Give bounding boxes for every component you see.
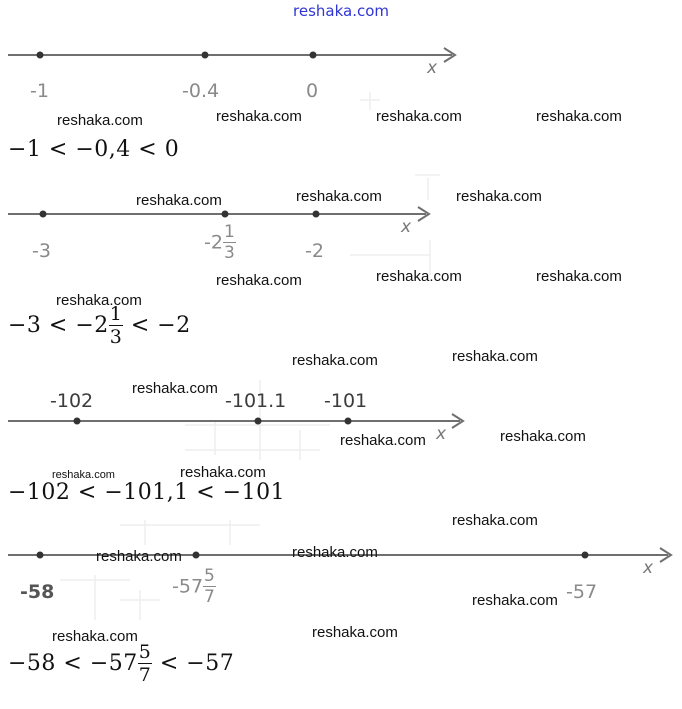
- point-minus-57: [582, 552, 589, 559]
- axis-label-x-1: x: [427, 58, 438, 78]
- watermark: reshaka.com: [136, 192, 222, 209]
- point-minus-2-1-3: [222, 211, 229, 218]
- point-minus-3: [40, 211, 47, 218]
- inequality-4: [8, 643, 234, 685]
- axis-label-x-3: x: [436, 424, 447, 444]
- watermark: reshaka.com: [132, 380, 218, 397]
- watermark: reshaka.com: [96, 548, 182, 565]
- inequality-right: < −2: [130, 313, 191, 338]
- number-line-3: [8, 414, 463, 428]
- fraction-numerator: 1: [223, 222, 235, 242]
- site-title[interactable]: reshaka.com: [293, 2, 389, 20]
- tick-label: -1: [30, 80, 49, 102]
- watermark: reshaka.com: [340, 432, 426, 449]
- inequality-right: < −57: [159, 651, 235, 676]
- tick-label: 0: [306, 80, 319, 102]
- watermark: reshaka.com: [57, 112, 143, 129]
- fraction-denominator: 3: [109, 326, 123, 348]
- watermark: reshaka.com: [292, 544, 378, 561]
- inequality-left: −3 < −2: [8, 313, 109, 338]
- watermark: reshaka.com: [292, 352, 378, 369]
- watermark: reshaka.com: [500, 428, 586, 445]
- watermark: reshaka.com: [296, 188, 382, 205]
- inequality-3: −102 < −101,1 < −101: [8, 480, 286, 505]
- point-0: [310, 52, 317, 59]
- point-minus-58: [37, 552, 44, 559]
- tick-label-fraction: [172, 568, 216, 606]
- tick-label: -101.1: [225, 390, 287, 412]
- point-minus-101: [345, 418, 352, 425]
- watermark: reshaka.com: [52, 628, 138, 645]
- point-minus-1: [37, 52, 44, 59]
- axis-label-x-2: x: [401, 217, 412, 237]
- fraction-numerator: 5: [138, 641, 152, 663]
- watermark: reshaka.com: [52, 469, 115, 481]
- tick-label: -58: [20, 581, 55, 603]
- axis-label-x-4: x: [643, 558, 654, 578]
- fraction-denominator: 7: [138, 664, 152, 686]
- fraction-denominator: 3: [223, 243, 235, 263]
- tick-label: -0.4: [182, 80, 220, 102]
- inequality-1: −1 < −0,4 < 0: [8, 137, 180, 162]
- watermark: reshaka.com: [452, 512, 538, 529]
- point-minus-0-4: [202, 52, 209, 59]
- inequality-left: −58 < −57: [8, 651, 138, 676]
- fraction: [223, 224, 236, 262]
- inequality-2: [8, 305, 191, 347]
- tick-label: -2: [305, 240, 324, 262]
- watermark: reshaka.com: [216, 272, 302, 289]
- watermark: reshaka.com: [536, 108, 622, 125]
- fraction: [138, 643, 153, 685]
- point-minus-57-5-7: [193, 552, 200, 559]
- watermark: reshaka.com: [452, 348, 538, 365]
- watermark: reshaka.com: [56, 292, 142, 309]
- watermark: reshaka.com: [216, 108, 302, 125]
- tick-label: -57: [566, 581, 598, 603]
- tick-label: -102: [50, 390, 94, 412]
- watermark: reshaka.com: [312, 624, 398, 641]
- point-minus-102: [74, 418, 81, 425]
- watermark: reshaka.com: [376, 268, 462, 285]
- point-minus-101-1: [255, 418, 262, 425]
- fraction-whole: -2: [204, 231, 223, 254]
- point-minus-2: [313, 211, 320, 218]
- fraction-numerator: 5: [204, 566, 215, 586]
- watermark: reshaka.com: [180, 464, 266, 481]
- fraction-denominator: 7: [204, 587, 215, 607]
- tick-label-fraction: [204, 224, 236, 262]
- fraction: [203, 568, 216, 606]
- background-ghost-marks: [60, 92, 440, 620]
- fraction: [109, 305, 124, 347]
- tick-label: -3: [32, 240, 51, 262]
- fraction-numerator: 1: [109, 303, 123, 325]
- number-line-2: [8, 207, 429, 221]
- watermark: reshaka.com: [376, 108, 462, 125]
- fraction-whole: -57: [172, 575, 204, 598]
- watermark: reshaka.com: [472, 592, 558, 609]
- tick-label: -101: [324, 390, 368, 412]
- number-line-1: [8, 48, 455, 62]
- watermark: reshaka.com: [536, 268, 622, 285]
- watermark: reshaka.com: [456, 188, 542, 205]
